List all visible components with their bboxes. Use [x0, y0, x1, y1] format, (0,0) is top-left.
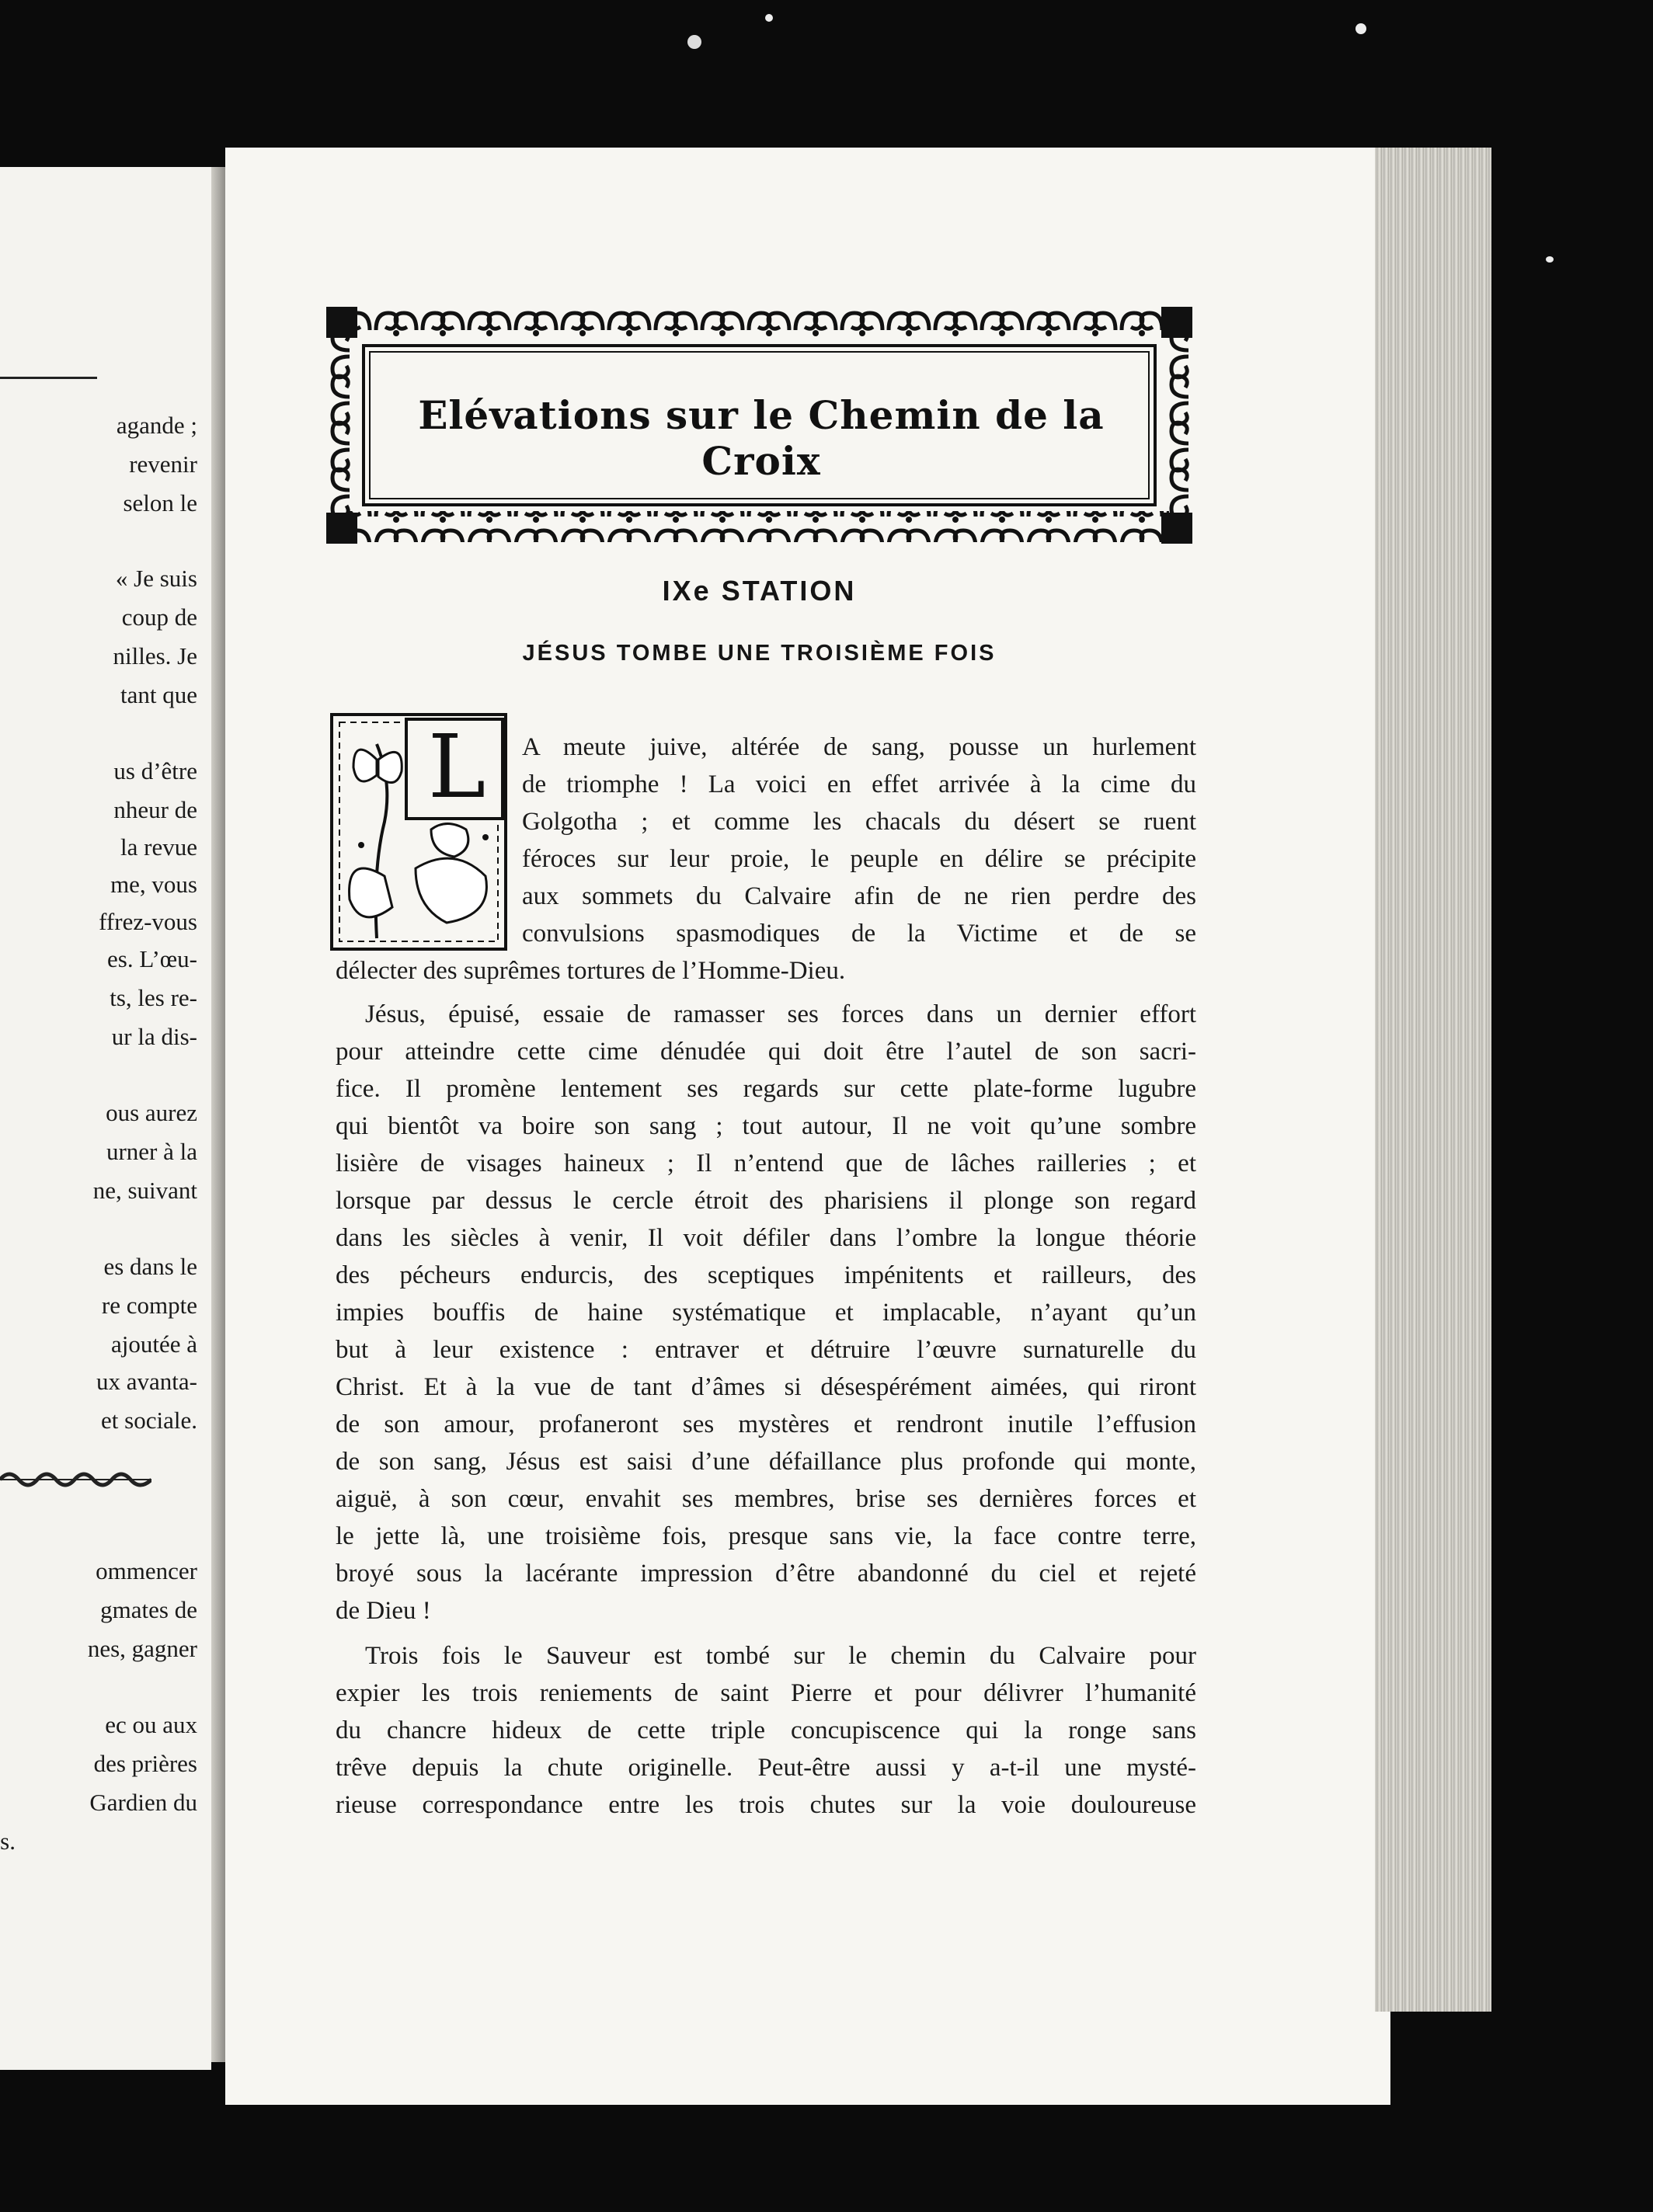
left-line: ts, les re- [110, 984, 197, 1011]
left-line: es dans le [103, 1253, 197, 1280]
body-line: aux sommets du Calvaire afin de ne rien perdre des [522, 882, 1196, 910]
station-subtitle: JÉSUS TOMBE UNE TROISIÈME FOIS [522, 641, 997, 666]
left-facing-page [0, 167, 211, 2070]
body-line: de son amour, profaneront ses mystères et rendront inutile l’effusion [336, 1410, 1196, 1438]
drop-cap-letter: L [427, 717, 486, 818]
body-line: de triomphe ! La voici en effet arrivée à la cime du [522, 770, 1196, 798]
left-line: agande ; [116, 412, 197, 439]
body-line: but à leur existence : entraver et détruire l’œuvre surnaturelle du [336, 1336, 1196, 1364]
left-line: us d’être [113, 757, 197, 784]
left-line: revenir [129, 450, 197, 478]
body-line: impies bouffis de haine systématique et implacable, n’ayant qu’un [336, 1299, 1196, 1327]
dust-speck [687, 35, 701, 49]
body-line: le jette là, une troisième fois, presque sans vie, la face contre terre, [336, 1522, 1196, 1550]
page-edge-block [1375, 148, 1491, 2012]
body-line: A meute juive, altérée de sang, pousse un hurlement [522, 733, 1196, 761]
left-line: Gardien du [89, 1789, 197, 1816]
left-line: ommencer [96, 1557, 197, 1584]
body-line: de son sang, Jésus est saisi d’une défaillance plus profonde qui monte, [336, 1448, 1196, 1476]
dust-speck [1355, 23, 1366, 34]
body-line: rieuse correspondance entre les trois chutes sur la voie douloureuse [336, 1791, 1196, 1819]
body-line: fice. Il promène lentement ses regards sur cette plate-forme lugubre [336, 1075, 1196, 1103]
left-line: nheur de [113, 796, 197, 823]
body-line: aiguë, à son cœur, envahit ses membres, brise ses dernières forces et [336, 1485, 1196, 1513]
dust-speck [765, 14, 773, 22]
left-line: la revue [120, 833, 197, 861]
left-line: nes, gagner [87, 1635, 197, 1662]
body-line: lorsque par dessus le cercle étroit des pharisiens il plonge son regard [336, 1187, 1196, 1215]
left-line: re compte [101, 1292, 197, 1319]
body-line: broyé sous la lacérante impression d’être abandonné du ciel et rejeté [336, 1560, 1196, 1588]
body-line: qui bientôt va boire son sang ; tout autour, Il ne voit qu’une sombre [336, 1112, 1196, 1140]
left-line: « Je suis [115, 565, 197, 592]
left-line: coup de [121, 603, 197, 631]
left-line: nilles. Je [113, 642, 197, 670]
left-line: ec ou aux [105, 1711, 197, 1738]
dust-speck [1546, 256, 1554, 263]
left-line: ne, suivant [92, 1177, 197, 1204]
body-line: convulsions spasmodiques de la Victime et de se [522, 920, 1196, 948]
left-line: gmates de [100, 1596, 197, 1623]
body-line: dans les siècles à venir, Il voit défiler dans l’ombre la longue théorie [336, 1224, 1196, 1252]
left-page-rule [0, 377, 97, 379]
body-line: pour atteindre cette cime dénudée qui doit être l’autel de son sacri- [336, 1038, 1196, 1066]
left-line: selon le [123, 489, 197, 516]
left-line: ajoutée à [110, 1330, 197, 1358]
body-line: des pécheurs endurcis, des sceptiques impénitents et railleurs, des [336, 1261, 1196, 1289]
body-line: Golgotha ; et comme les chacals du désert se ruent [522, 808, 1196, 836]
left-line: urner à la [106, 1138, 197, 1165]
left-line: tant que [120, 681, 197, 708]
body-line: trêve depuis la chute originelle. Peut-être aussi y a-t-il une mysté- [336, 1754, 1196, 1782]
left-line: ous aurez [106, 1099, 197, 1126]
left-line: me, vous [110, 871, 197, 898]
left-line: ffrez-vous [99, 908, 197, 935]
left-line: es. L’œu- [107, 945, 197, 972]
body-line: féroces sur leur proie, le peuple en délire se précipite [522, 845, 1196, 873]
left-line: ur la dis- [111, 1023, 197, 1050]
body-line: Jésus, épuisé, essaie de ramasser ses forces dans un dernier effort [365, 1000, 1196, 1028]
left-line: et sociale. [101, 1407, 197, 1434]
body-line: du chancre hideux de cette triple concupiscence qui la ronge sans [336, 1716, 1196, 1744]
left-line: ux avanta- [96, 1368, 197, 1395]
body-line: lisière de visages haineux ; Il n’entend que de lâches railleries ; et [336, 1149, 1196, 1177]
left-line: des prières [93, 1750, 197, 1777]
left-ornament-band [0, 1464, 151, 1495]
body-line: expier les trois reniements de saint Pierre et pour délivrer l’humanité [336, 1679, 1196, 1707]
book-gutter [211, 167, 225, 2062]
book-section-title: Elévations sur le Chemin de la Croix [418, 392, 1105, 484]
station-heading: IXe STATION [662, 575, 857, 607]
body-line: délecter des suprêmes tortures de l’Homme-Dieu. [336, 957, 846, 985]
left-line: s. [0, 1828, 16, 1855]
body-line: de Dieu ! [336, 1597, 431, 1625]
body-line: Christ. Et à la vue de tant d’âmes si désespérément aimées, qui riront [336, 1373, 1196, 1401]
body-line: Trois fois le Sauveur est tombé sur le chemin du Calvaire pour [365, 1642, 1196, 1670]
